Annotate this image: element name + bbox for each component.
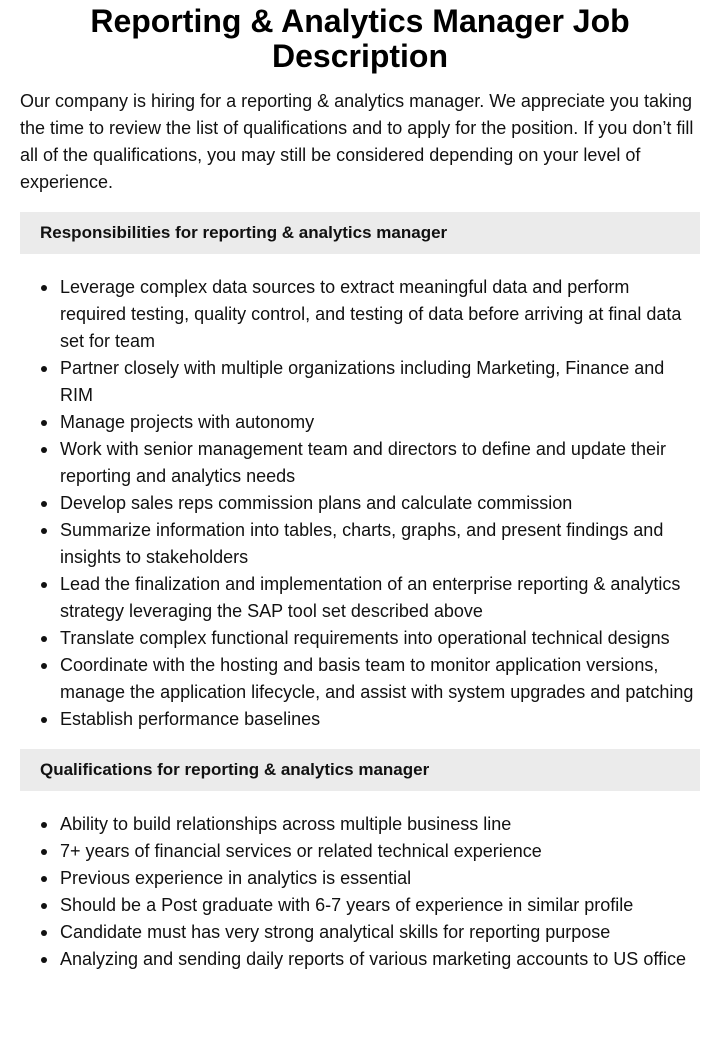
bullet-icon — [41, 849, 47, 855]
list-item — [20, 355, 700, 409]
bullet-icon — [41, 822, 47, 828]
page-title: Reporting & Analytics Manager Job Description — [90, 3, 630, 74]
bullet-icon — [41, 420, 47, 426]
list-item — [20, 811, 700, 838]
list-item-text: 7+ years of financial services or related technical experience — [60, 841, 542, 861]
qualifications-list — [20, 811, 700, 973]
list-item — [20, 706, 700, 733]
list-item — [20, 838, 700, 865]
bullet-icon — [41, 447, 47, 453]
list-item-text: Leverage complex data sources to extract meaningful data and perform required testing, quality control, and testing of data before arriving at final data set for team — [60, 277, 682, 351]
list-item-text: Develop sales reps commission plans and calculate commission — [60, 493, 573, 513]
bullet-icon — [41, 528, 47, 534]
qualifications-heading: Qualifications for reporting & analytics manager — [20, 749, 700, 791]
bullet-icon — [41, 717, 47, 723]
responsibilities-heading: Responsibilities for reporting & analytics manager — [20, 212, 700, 254]
list-item-text: Partner closely with multiple organizations including Marketing, Finance and RIM — [60, 358, 665, 405]
list-item-text: Lead the finalization and implementation of an enterprise reporting & analytics strategy leveraging the SAP tool set described above — [60, 574, 681, 621]
list-item — [20, 865, 700, 892]
list-item — [20, 625, 700, 652]
list-item — [20, 652, 700, 706]
bullet-icon — [41, 930, 47, 936]
bullet-icon — [41, 636, 47, 642]
list-item — [20, 490, 700, 517]
list-item-text: Work with senior management team and directors to define and update their reporting and analytics needs — [60, 439, 667, 486]
list-item — [20, 919, 700, 946]
intro-paragraph: Our company is hiring for a reporting & analytics manager. We appreciate you taking the time to review the list of qualifications and to apply for the position. If you don’t fill all of the qualifications, you may still be considered depending on your level of experience. — [20, 91, 694, 192]
list-item-text: Should be a Post graduate with 6-7 years of experience in similar profile — [60, 895, 634, 915]
list-item-text: Previous experience in analytics is essential — [60, 868, 412, 888]
bullet-icon — [41, 582, 47, 588]
bullet-icon — [41, 366, 47, 372]
bullet-icon — [41, 903, 47, 909]
list-item-text: Analyzing and sending daily reports of various marketing accounts to US office — [60, 949, 687, 969]
responsibilities-list — [20, 274, 700, 733]
list-item-text: Translate complex functional requirements into operational technical designs — [60, 628, 670, 648]
list-item-text: Candidate must has very strong analytical skills for reporting purpose — [60, 922, 611, 942]
list-item — [20, 274, 700, 355]
list-item — [20, 517, 700, 571]
list-item-text: Ability to build relationships across multiple business line — [60, 814, 512, 834]
bullet-icon — [41, 876, 47, 882]
list-item — [20, 436, 700, 490]
list-item-text: Coordinate with the hosting and basis team to monitor application versions, manage the application lifecycle, and assist with system upgrades and patching — [60, 655, 694, 702]
list-item — [20, 571, 700, 625]
list-item-text: Manage projects with autonomy — [60, 412, 315, 432]
list-item — [20, 409, 700, 436]
list-item-text: Establish performance baselines — [60, 709, 321, 729]
bullet-icon — [41, 663, 47, 669]
list-item-text: Summarize information into tables, charts, graphs, and present findings and insights to stakeholders — [60, 520, 664, 567]
list-item — [20, 946, 700, 973]
bullet-icon — [41, 957, 47, 963]
bullet-icon — [41, 501, 47, 507]
list-item — [20, 892, 700, 919]
bullet-icon — [41, 285, 47, 291]
